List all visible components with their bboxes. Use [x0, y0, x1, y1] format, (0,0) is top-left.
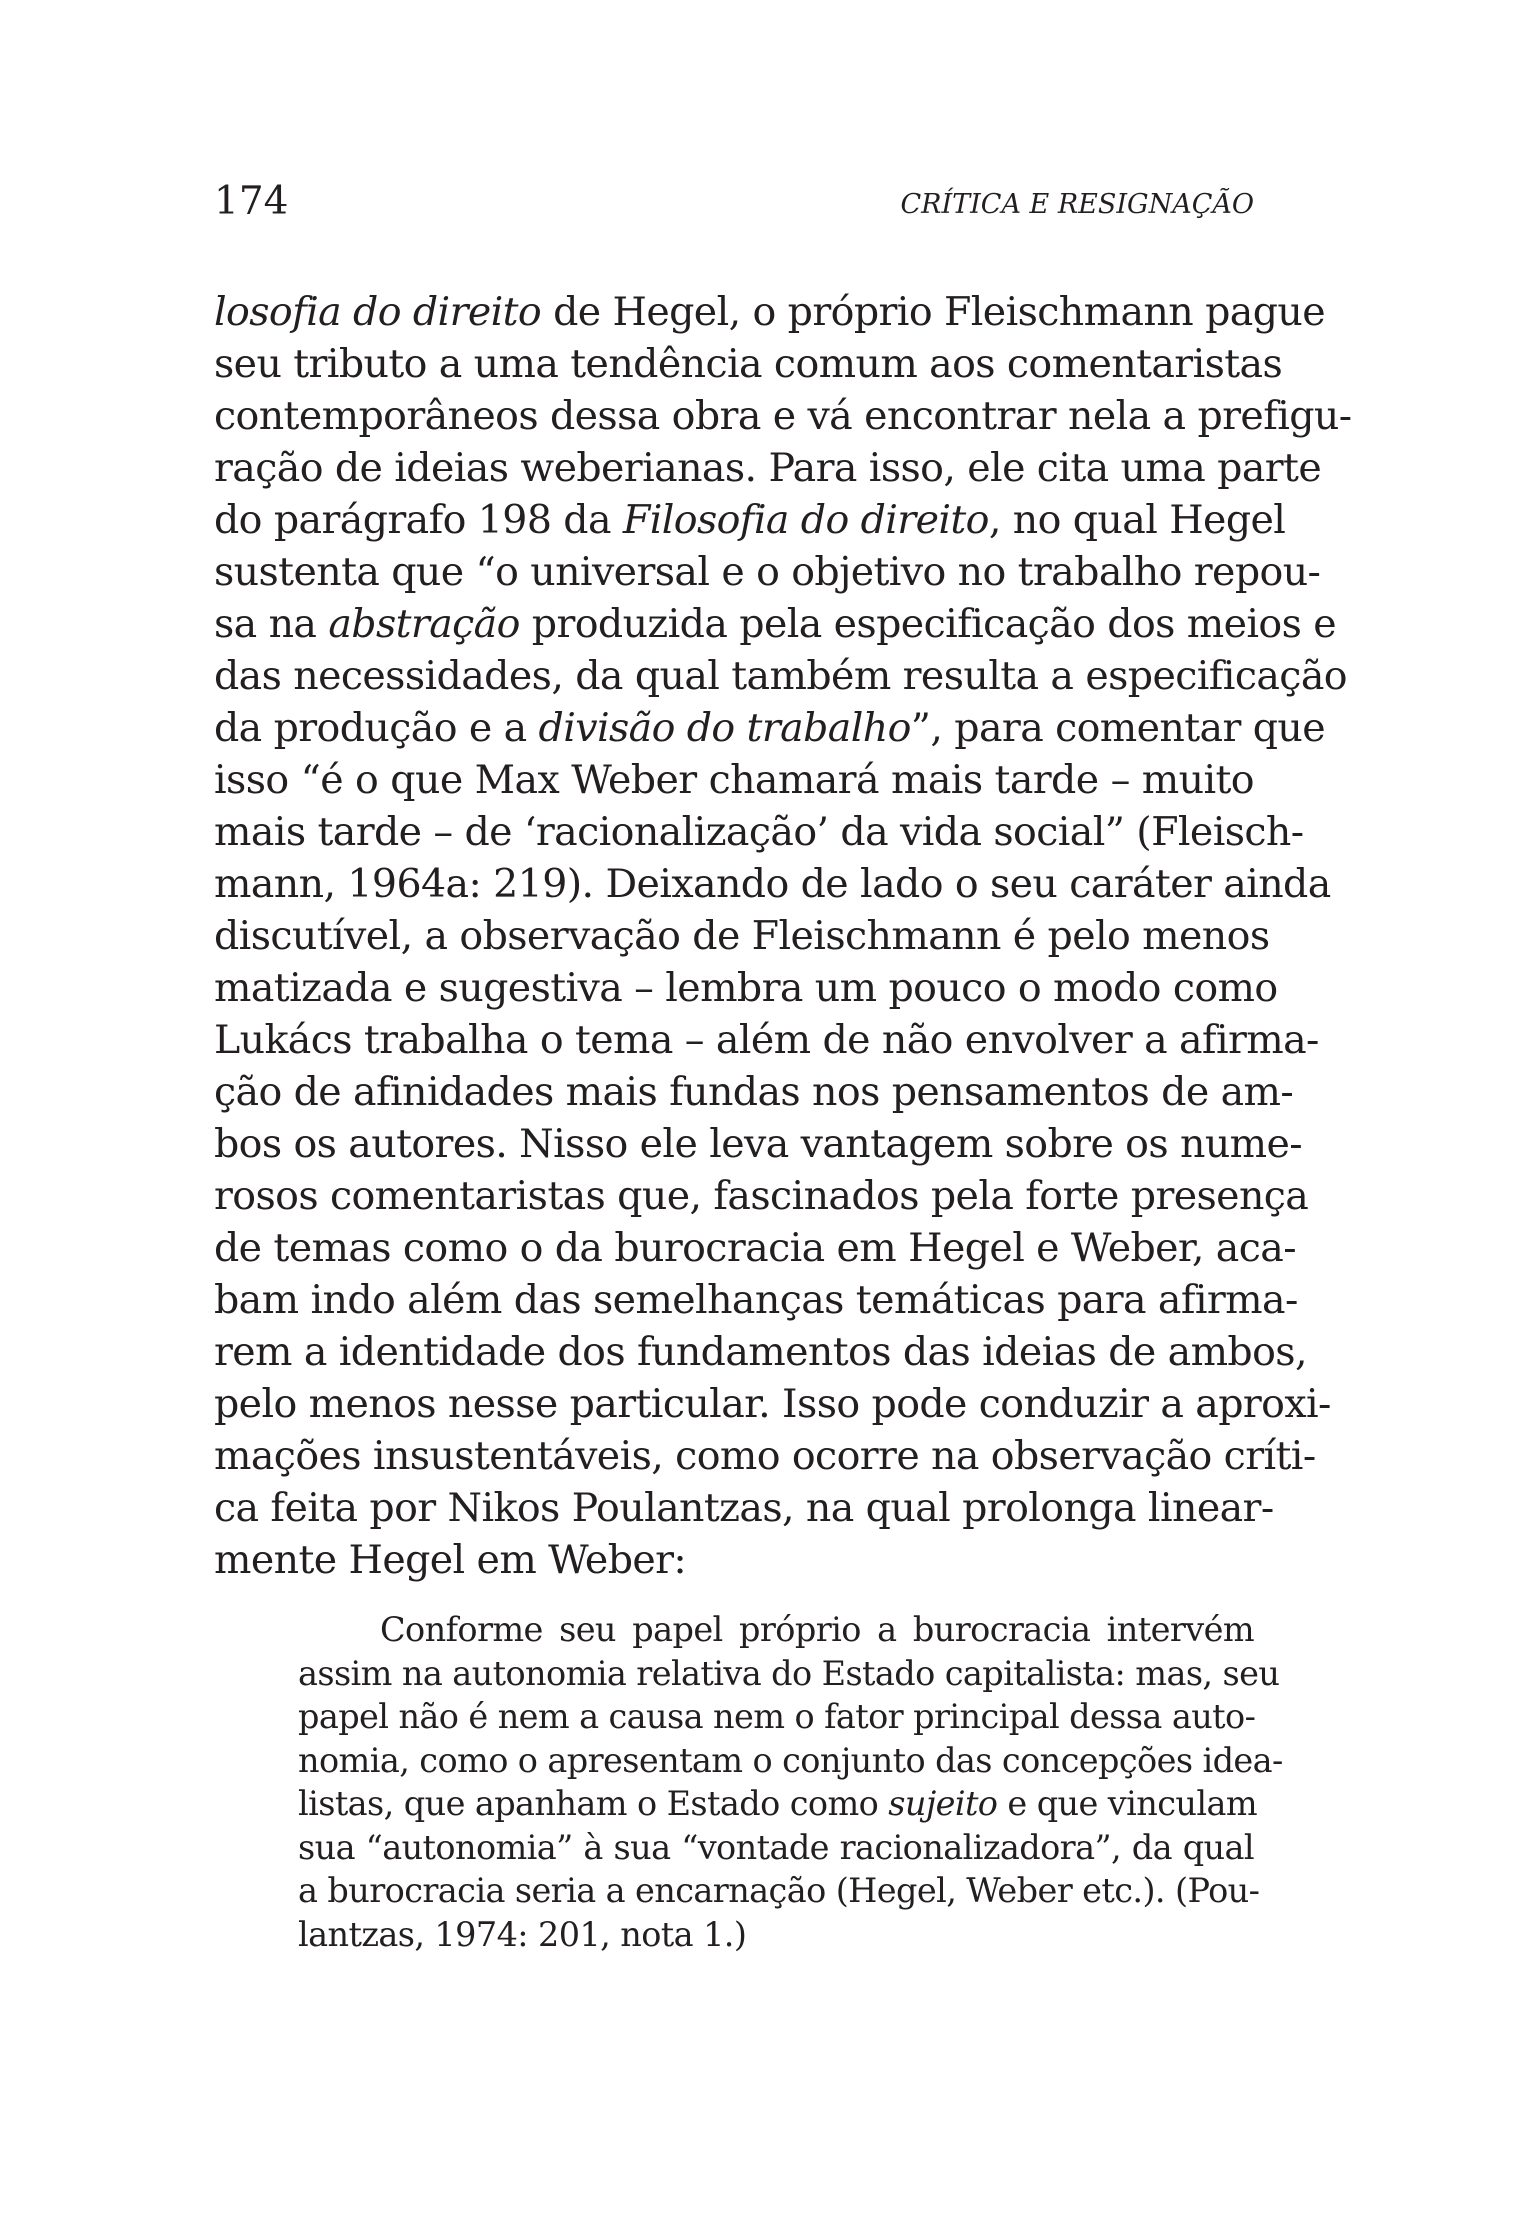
- italic-text: Filosofia do direito: [622, 497, 989, 543]
- block-quote: [298, 1608, 1283, 1956]
- quote-line: [298, 1695, 1254, 1739]
- text-segment: nomia, como o apresentam o conjunto das concepções idea-: [298, 1740, 1283, 1780]
- text-segment: mann, 1964a: 219). Deixando de lado o seu caráter ainda: [214, 861, 1331, 907]
- text-segment: seu tributo a uma tendência comum aos comentaristas: [214, 341, 1283, 387]
- text-segment: rem a identidade dos fundamentos das ideias de ambos,: [214, 1329, 1307, 1375]
- body-line: [214, 910, 1270, 962]
- body-line: [214, 1118, 1303, 1170]
- quote-line: [298, 1869, 1260, 1913]
- body-line: [214, 1222, 1296, 1274]
- body-line: [214, 1274, 1298, 1326]
- italic-text: abstração: [328, 601, 520, 647]
- body-line: [214, 962, 1278, 1014]
- body-line: [214, 1170, 1309, 1222]
- body-line: [214, 598, 1336, 650]
- text-segment: mais tarde – de ‘racionalização’ da vida social” (Fleisch-: [214, 809, 1304, 855]
- quote-line: [298, 1652, 1280, 1696]
- body-line: [214, 1014, 1319, 1066]
- text-segment: bos os autores. Nisso ele leva vantagem sobre os nume-: [214, 1121, 1303, 1167]
- body-line: [214, 390, 1352, 442]
- quote-line: [298, 1739, 1283, 1783]
- text-segment: lantzas, 1974: 201, nota 1.): [298, 1914, 747, 1954]
- text-segment: a burocracia seria a encarnação (Hegel, Weber etc.). (Pou-: [298, 1871, 1260, 1910]
- text-segment: mente Hegel em Weber:: [214, 1537, 687, 1583]
- body-line: [214, 1066, 1294, 1118]
- text-segment: bam indo além das semelhanças temáticas para afirma-: [214, 1277, 1298, 1323]
- text-segment: matizada e sugestiva – lembra um pouco o modo como: [214, 965, 1278, 1011]
- text-segment: de temas como o da burocracia em Hegel e Weber, aca-: [214, 1225, 1296, 1271]
- body-line: [214, 286, 1326, 338]
- running-title: CRÍTICA E RESIGNAÇÃO: [900, 189, 1254, 220]
- text-segment: assim na autonomia relativa do Estado capitalista: mas, seu: [298, 1653, 1280, 1693]
- body-line: [214, 1482, 1274, 1534]
- body-line: [214, 806, 1304, 858]
- text-segment: das necessidades, da qual também resulta a especificação: [214, 653, 1347, 699]
- body-line: [214, 546, 1321, 598]
- text-segment: e que vinculam: [997, 1784, 1257, 1823]
- body-line: [214, 702, 1326, 754]
- text-segment: Conforme seu papel próprio a burocracia intervém: [380, 1610, 1254, 1649]
- quote-line: [298, 1782, 1257, 1826]
- quote-line: [298, 1608, 1254, 1652]
- quote-line: [298, 1826, 1254, 1870]
- text-segment: sa na: [214, 601, 329, 647]
- text-segment: , no qual Hegel: [988, 497, 1286, 543]
- text-segment: rosos comentaristas que, fascinados pela forte presença: [214, 1173, 1309, 1219]
- page-number: 174: [214, 179, 289, 224]
- text-segment: de Hegel, o próprio Fleischmann pague: [541, 289, 1326, 335]
- body-line: [214, 858, 1331, 910]
- text-segment: contemporâneos dessa obra e vá encontrar nela a prefigu-: [214, 393, 1352, 439]
- text-segment: da produção e a: [214, 705, 539, 751]
- running-head: [214, 178, 1254, 238]
- text-segment: ção de afinidades mais fundas nos pensamentos de am-: [214, 1069, 1294, 1115]
- text-segment: discutível, a observação de Fleischmann é pelo menos: [214, 913, 1270, 959]
- text-segment: sua “autonomia” à sua “vontade racionalizadora”, da qual: [298, 1827, 1254, 1867]
- text-segment: Lukács trabalha o tema – além de não envolver a afirma-: [214, 1017, 1319, 1063]
- body-paragraph: [214, 286, 1352, 1586]
- body-line: [214, 1430, 1316, 1482]
- text-segment: do parágrafo 198 da: [214, 497, 623, 543]
- body-line: [214, 1534, 1254, 1586]
- text-segment: ração de ideias weberianas. Para isso, ele cita uma parte: [214, 445, 1322, 491]
- text-segment: pelo menos nesse particular. Isso pode conduzir a aproxi-: [214, 1381, 1331, 1427]
- text-segment: listas, que apanham o Estado como: [298, 1784, 889, 1823]
- italic-text: losofia do direito: [214, 289, 542, 335]
- quote-line: [298, 1913, 1254, 1957]
- italic-text: sujeito: [888, 1784, 998, 1823]
- body-line: [214, 338, 1283, 390]
- text-segment: isso “é o que Max Weber chamará mais tarde – muito: [214, 757, 1254, 803]
- body-line: [214, 1326, 1307, 1378]
- text-segment: produzida pela especificação dos meios e: [519, 601, 1336, 647]
- text-segment: sustenta que “o universal e o objetivo no trabalho repou-: [214, 549, 1321, 595]
- text-segment: ”, para comentar que: [910, 705, 1326, 751]
- body-line: [214, 1378, 1331, 1430]
- body-line: [214, 754, 1254, 806]
- text-segment: ca feita por Nikos Poulantzas, na qual prolonga linear-: [214, 1485, 1274, 1531]
- body-line: [214, 494, 1286, 546]
- body-line: [214, 442, 1322, 494]
- italic-text: divisão do trabalho: [538, 705, 911, 751]
- text-segment: papel não é nem a causa nem o fator principal dessa auto-: [298, 1697, 1256, 1736]
- text-segment: mações insustentáveis, como ocorre na observação críti-: [214, 1433, 1316, 1479]
- body-line: [214, 650, 1347, 702]
